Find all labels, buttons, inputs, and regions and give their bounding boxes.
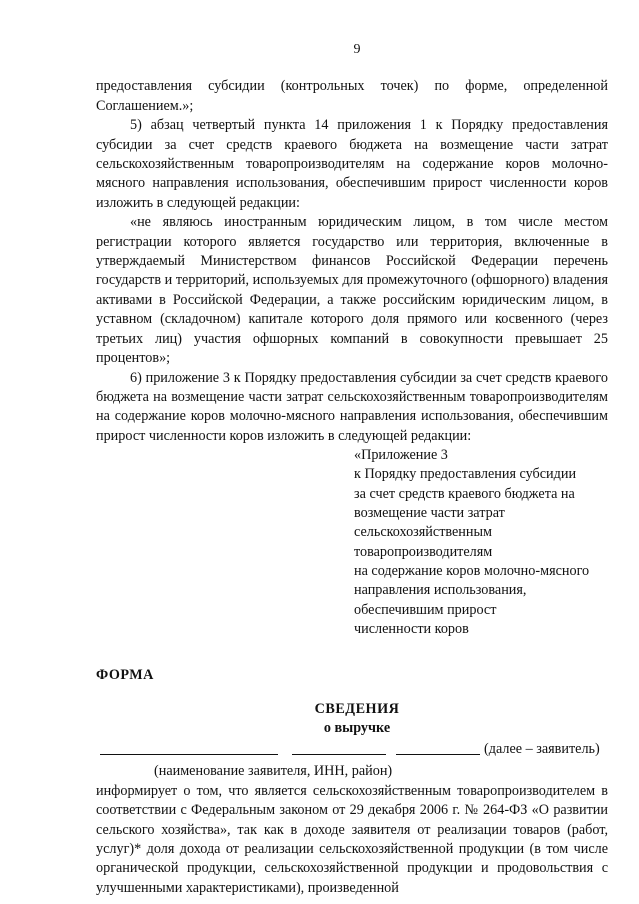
applicant-blank-line (396, 754, 480, 755)
form-subtitle: о выручке (323, 719, 391, 736)
applicant-row (96, 740, 608, 762)
form-body-text: информирует о том, что является сельскохозяйственным товаропроизводителем в соответствии с Федеральным законом от 29 декабря 2006 г. № 264-ФЗ «О развитии сельского хозяйства», так как в доходе заявителя от реализации товаров (работ, услуг)* доля дохода от реализации сельскохозяйственной продукции (в том числе органической продукции, сельскохозяйственной продукции и продовольствия с улучшенными характеристиками), произведенной (96, 782, 608, 896)
annex-line: товаропроизводителям (354, 543, 493, 560)
form-label: ФОРМА (96, 667, 154, 684)
paragraph-item-6: 6) приложение 3 к Порядку предоставления субсидии за счет средств краевого бюджета на возмещение части затрат сельскохозяйственным товаропроизводителям на содержание коров молочно-мясного направления использования, обеспечившим прирост численности коров изложить в следующей редакции: (96, 369, 608, 444)
applicant-suffix: (далее – заявитель) (484, 741, 600, 758)
form-title: СВЕДЕНИЯ (314, 700, 400, 717)
annex-line: направления использования, (354, 582, 527, 599)
page-number: 9 (353, 42, 361, 57)
applicant-caption: (наименование заявителя, ИНН, район) (154, 763, 393, 780)
annex-line: возмещение части затрат (354, 505, 505, 522)
annex-line: за счет средств краевого бюджета на (354, 485, 575, 502)
annex-line: численности коров (354, 620, 469, 637)
annex-header (354, 446, 608, 639)
applicant-blank-line (100, 754, 278, 755)
annex-line: на содержание коров молочно-мясного (354, 562, 590, 579)
annex-line: к Порядку предоставления субсидии (354, 466, 577, 483)
paragraph-quoted-text: «не являюсь иностранным юридическим лицом, в том числе местом регистрации которого является государство или территория, включенные в утверждаемый Министерством финансов Российской Федерации перечень государств и территорий, используемых для промежуточного (офшорного) владения активами в Российской Федерации, а также российским юридическим лицом, в уставном (складочном) капитале которого доля прямого или косвенного (через третьих лиц) участия офшорных компаний в совокупности превышает 25 процентов»; (96, 214, 608, 367)
paragraph-item-5: 5) абзац четвертый пункта 14 приложения 1 к Порядку предоставления субсидии за счет средств краевого бюджета на возмещение части затрат сельскохозяйственным товаропроизводителям на содержание коров молочно-мясного направления использования, обеспечившим прирост численности коров изложить в следующей редакции: (96, 117, 608, 211)
annex-line: обеспечившим прирост (354, 601, 497, 618)
annex-line: «Приложение 3 (354, 447, 448, 464)
annex-line: сельскохозяйственным (354, 524, 493, 541)
document-page (96, 40, 608, 898)
applicant-blank-line (292, 754, 386, 755)
paragraph-continuation: предоставления субсидии (контрольных точек) по форме, определенной Соглашением.»; (96, 78, 608, 114)
